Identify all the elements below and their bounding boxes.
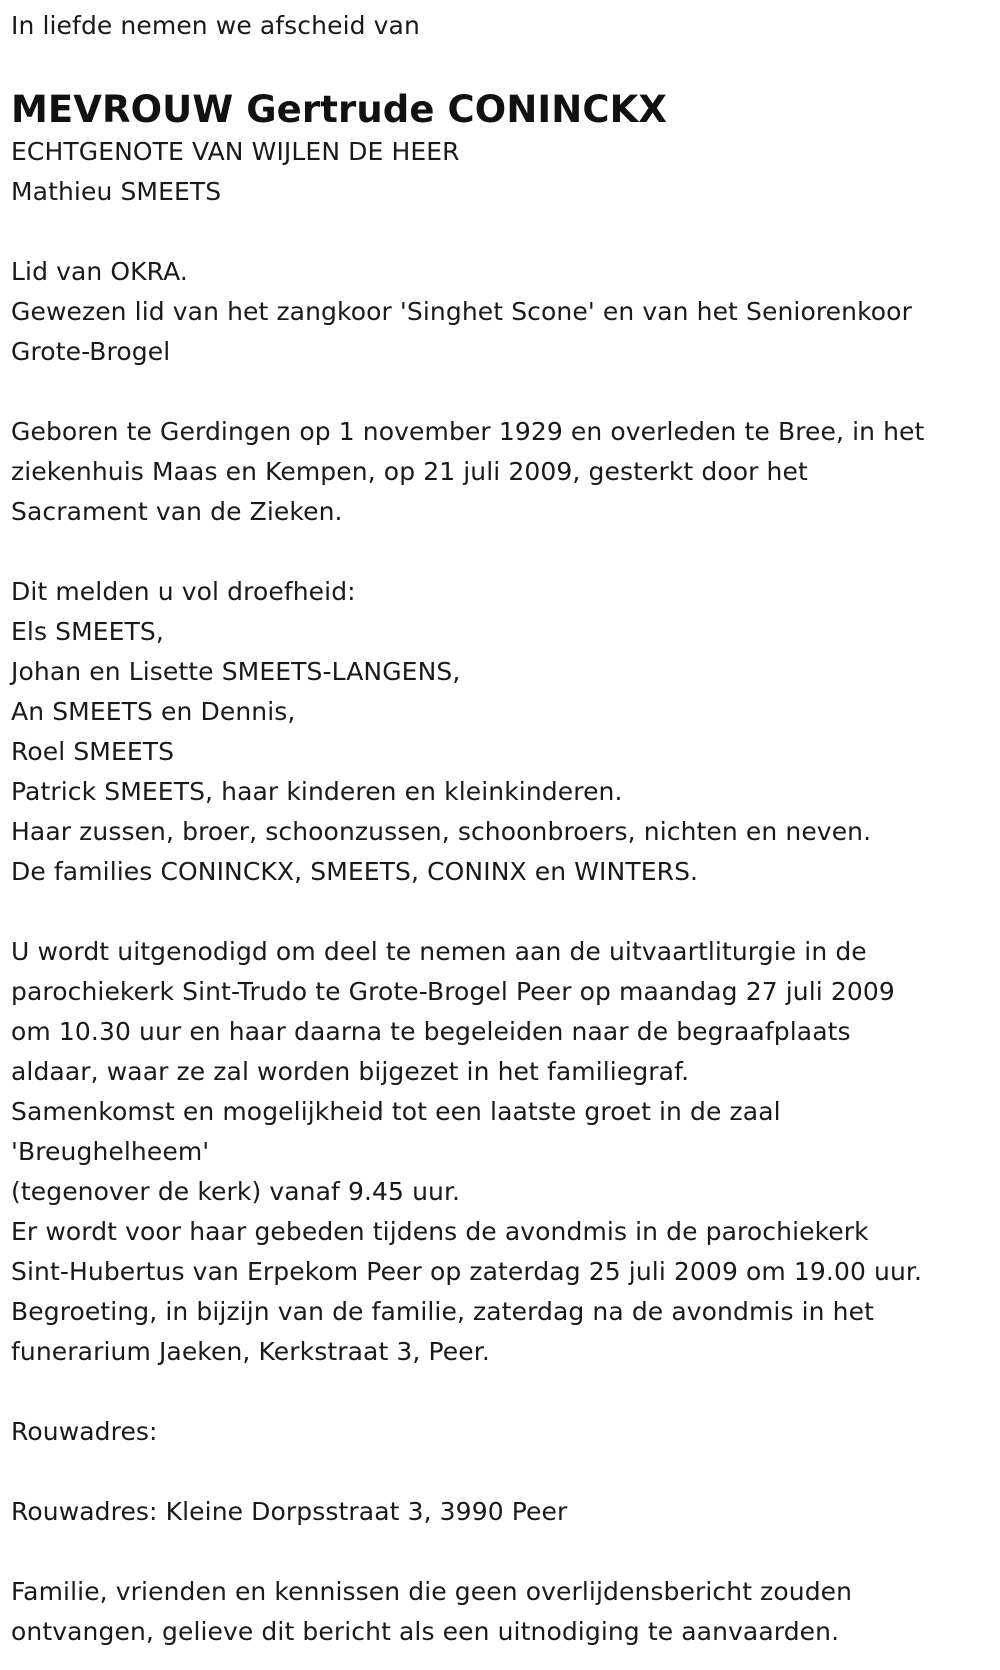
mourners-line: Patrick SMEETS, haar kinderen en kleinkinderen. — [11, 777, 623, 806]
intro-text: In liefde nemen we afscheid van — [11, 11, 420, 40]
ceremony-line: Samenkomst en mogelijkheid tot een laatste groet in de zaal — [11, 1097, 781, 1126]
spacer — [11, 1452, 991, 1492]
ceremony-line: aldaar, waar ze zal worden bijgezet in het familiegraf. — [11, 1057, 690, 1086]
mourners-line: Dit melden u vol droefheid: — [11, 577, 356, 606]
ceremony-line: 'Breughelheem' — [11, 1137, 210, 1166]
membership-line: Lid van OKRA. — [11, 257, 188, 286]
ceremony-line: Er wordt voor haar gebeden tijdens de avondmis in de parochiekerk — [11, 1217, 869, 1246]
mourners-line: Els SMEETS, — [11, 617, 164, 646]
birth-death-line: ziekenhuis Maas en Kempen, op 21 juli 2009, gesterkt door het — [11, 457, 808, 486]
spacer — [11, 372, 991, 412]
spacer — [11, 1372, 991, 1412]
membership-line: Gewezen lid van het zangkoor 'Singhet Scone' en van het Seniorenkoor — [11, 297, 912, 326]
obituary-notice — [11, 6, 991, 1652]
mourners-line: Johan en Lisette SMEETS-LANGENS, — [11, 657, 461, 686]
ceremony-line: Begroeting, in bijzijn van de familie, zaterdag na de avondmis in het — [11, 1297, 874, 1326]
spacer — [11, 892, 991, 932]
address-line: Rouwadres: Kleine Dorpsstraat 3, 3990 Peer — [11, 1497, 568, 1526]
membership-line: Grote-Brogel — [11, 337, 171, 366]
mourners-line: Roel SMEETS — [11, 737, 175, 766]
deceased-name: MEVROUW Gertrude CONINCKX — [11, 88, 668, 131]
closing-line: Familie, vrienden en kennissen die geen overlijdensbericht zouden — [11, 1577, 853, 1606]
ceremony-line: Sint-Hubertus van Erpekom Peer op zaterdag 25 juli 2009 om 19.00 uur. — [11, 1257, 923, 1286]
spouse-line: ECHTGENOTE VAN WIJLEN DE HEER — [11, 137, 460, 166]
spacer — [11, 212, 991, 252]
ceremony-line: U wordt uitgenodigd om deel te nemen aan de uitvaartliturgie in de — [11, 937, 867, 966]
spacer — [11, 46, 991, 86]
address-heading: Rouwadres: — [11, 1417, 158, 1446]
mourners-line: De families CONINCKX, SMEETS, CONINX en WINTERS. — [11, 857, 699, 886]
birth-death-line: Sacrament van de Zieken. — [11, 497, 343, 526]
closing-section — [11, 1572, 991, 1652]
memberships-section — [11, 252, 991, 372]
mourners-section — [11, 572, 991, 892]
mourners-line: Haar zussen, broer, schoonzussen, schoonbroers, nichten en neven. — [11, 817, 872, 846]
ceremony-section — [11, 932, 991, 1372]
ceremony-line: funerarium Jaeken, Kerkstraat 3, Peer. — [11, 1337, 490, 1366]
ceremony-line: parochiekerk Sint-Trudo te Grote-Brogel Peer op maandag 27 juli 2009 — [11, 977, 895, 1006]
spacer — [11, 1532, 991, 1572]
mourners-line: An SMEETS en Dennis, — [11, 697, 296, 726]
spouse-name: Mathieu SMEETS — [11, 177, 222, 206]
ceremony-line: om 10.30 uur en haar daarna te begeleiden naar de begraafplaats — [11, 1017, 851, 1046]
birth-death-line: Geboren te Gerdingen op 1 november 1929 en overleden te Bree, in het — [11, 417, 925, 446]
closing-line: ontvangen, gelieve dit bericht als een uitnodiging te aanvaarden. — [11, 1617, 840, 1646]
birth-death-section — [11, 412, 991, 532]
ceremony-line: (tegenover de kerk) vanaf 9.45 uur. — [11, 1177, 461, 1206]
spacer — [11, 532, 991, 572]
